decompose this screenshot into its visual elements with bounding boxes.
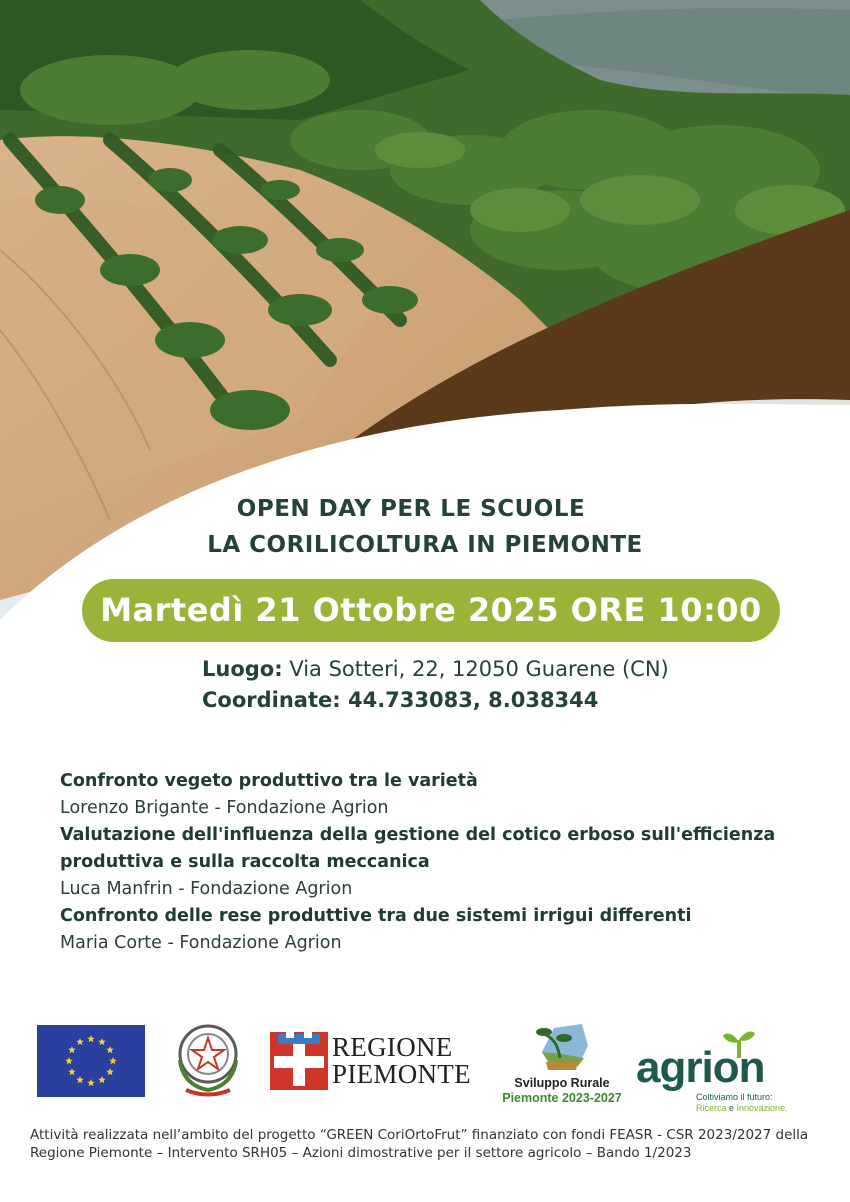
coordinates-label: Coordinate:: [202, 688, 341, 712]
talk-speaker: Lorenzo Brigante - Fondazione Agrion: [60, 798, 389, 818]
sviluppo-rurale-logo: [492, 1018, 632, 1105]
regione-line2: PIEMONTE: [332, 1059, 471, 1089]
location-label: Luogo:: [202, 657, 283, 681]
coordinates-value: 44.733083, 8.038344: [347, 688, 599, 712]
coordinates-line: [202, 688, 598, 712]
agrion-tag-e: e: [726, 1103, 737, 1113]
italian-republic-emblem: [172, 1020, 244, 1104]
talk-title: Confronto delle rese produttive tra due sistemi irrigui differenti: [60, 906, 692, 926]
sviluppo-piemonte: Piemonte: [502, 1091, 559, 1105]
agrion-tagline-1: Coltiviamo il futuro:: [696, 1092, 773, 1102]
agrion-wordmark: agrion: [636, 1043, 765, 1092]
talks-list: [60, 768, 820, 957]
location-line: [202, 657, 669, 681]
funding-disclaimer: Attività realizzata nell’ambito del progetto “GREEN CoriOrtoFrut” finanziato con fondi FEASR - CSR 2023/2027 della Regione Piemonte – Intervento SRH05 – Azioni dimostrative per il settore agricolo – Bando 1/2023: [30, 1127, 809, 1161]
sviluppo-line2: [492, 1091, 632, 1105]
sponsor-logos: [0, 1018, 850, 1113]
location-value: Via Sotteri, 22, 12050 Guarene (CN): [289, 657, 669, 681]
talk-speaker: Maria Corte - Fondazione Agrion: [60, 933, 342, 953]
agrion-logo: [636, 1028, 796, 1113]
agrion-tagline: [696, 1092, 788, 1114]
eu-flag-logo: [37, 1025, 145, 1101]
talk-title: Valutazione dell'influenza della gestione del cotico erboso sull'efficienza produttiva e sulla raccolta meccanica: [60, 825, 776, 872]
agrion-tag-ricerca: Ricerca: [696, 1103, 727, 1113]
event-heading-line2: LA CORILICOLTURA IN PIEMONTE: [207, 532, 643, 558]
sviluppo-years: 2023-2027: [558, 1091, 622, 1105]
sviluppo-line1: Sviluppo Rurale: [514, 1076, 610, 1090]
date-time-banner: Martedì 21 Ottobre 2025 ORE 10:00: [82, 579, 780, 642]
piemonte-shield-icon: [270, 1032, 328, 1090]
regione-line1: REGIONE: [332, 1032, 453, 1062]
talk-title: Confronto vegeto produttivo tra le varietà: [60, 771, 478, 791]
talk-speaker: Luca Manfrin - Fondazione Agrion: [60, 879, 353, 899]
piemonte-sprout-icon: [492, 1018, 632, 1076]
agrion-tag-innovazione: Innovazione.: [736, 1103, 788, 1113]
event-heading-line1: OPEN DAY PER LE SCUOLE: [236, 496, 586, 522]
